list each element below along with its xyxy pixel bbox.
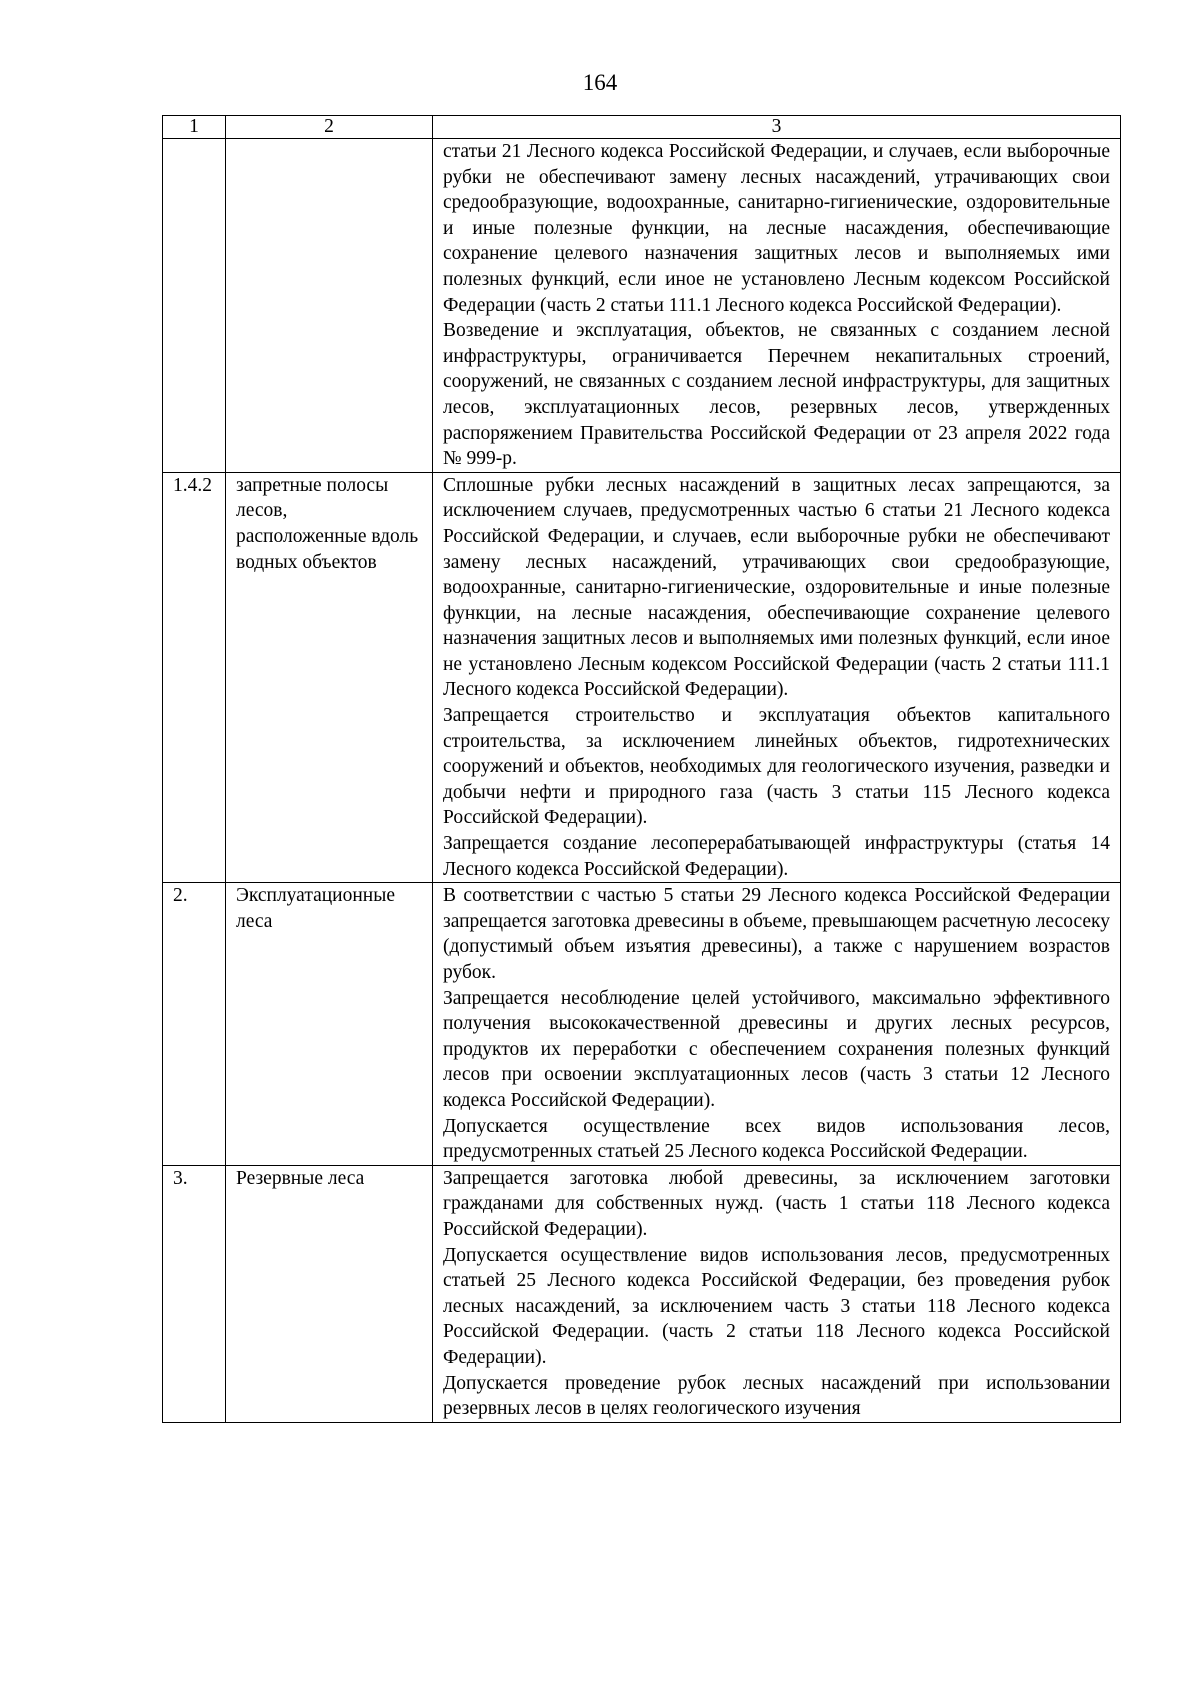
regulation-paragraph: Запрещается несоблюдение целей устойчивого, максимально эффективного получения высококачественной древесины и других лесных ресурсов, продуктов их переработки с обеспечением сохранения полезных функций лесов при освоении эксплуатационных лесов (часть 3 статьи 12 Лесного кодекса Российской Федерации). <box>443 987 1110 1111</box>
header-col-2: 2 <box>226 116 433 139</box>
forest-category: запретные полосы лесов, расположенные вдоль водных объектов <box>226 472 433 883</box>
regulation-paragraph: Сплошные рубки лесных насаждений в защитных лесах запрещаются, за исключением случаев, предусмотренных частью 6 статьи 21 Лесного кодекса Российской Федерации, и случаев, если выборочные рубки не обеспечивают замену лесных насаждений, утрачивающих свои средообразующие, водоохранные, санитарно-гигиенические, оздоровительные и иные полезные функции, на лесные насаждения, обеспечивающие сохранение целевого назначения защитных лесов и выполняемых ими полезных функций, если иное не установлено Лесным кодексом Российской Федерации (часть 2 статьи 111.1 Лесного кодекса Российской Федерации). <box>443 474 1110 701</box>
regulation-text <box>433 139 1121 473</box>
regulation-paragraph: Запрещается заготовка любой древесины, за исключением заготовки гражданами для собственных нужд. (часть 1 статьи 118 Лесного кодекса Российской Федерации). <box>443 1167 1110 1240</box>
regulation-paragraph: Допускается осуществление видов использования лесов, предусмотренных статьей 25 Лесного кодекса Российской Федерации, без проведения рубок лесных насаждений, за исключением часть 3 статьи 118 Лесного кодекса Российской Федерации. (часть 2 статьи 118 Лесного кодекса Российской Федерации). <box>443 1244 1110 1368</box>
table-row <box>163 472 1121 883</box>
row-number <box>163 139 226 473</box>
forest-category: Эксплуатационные леса <box>226 883 433 1166</box>
regulation-table <box>162 115 1121 1423</box>
regulation-paragraph: Допускается проведение рубок лесных насаждений при использовании резервных лесов в целях геологического изучения <box>443 1372 1110 1420</box>
table-header-row <box>163 116 1121 139</box>
row-number: 3. <box>163 1165 226 1422</box>
row-number: 1.4.2 <box>163 472 226 883</box>
row-number: 2. <box>163 883 226 1166</box>
table-row <box>163 1165 1121 1422</box>
regulation-paragraph: Допускается осуществление всех видов использования лесов, предусмотренных статьей 25 Лесного кодекса Российской Федерации. <box>443 1115 1110 1163</box>
header-col-1: 1 <box>163 116 226 139</box>
regulation-paragraph: Возведение и эксплуатация, объектов, не связанных с созданием лесной инфраструктуры, ограничивается Перечнем некапитальных строений, сооружений, не связанных с созданием лесной инфраструктуры, для защитных лесов, эксплуатационных лесов, резервных лесов, утвержденных распоряжением Правительства Российской Федерации от 23 апреля 2022 года № 999-р. <box>443 320 1110 470</box>
header-col-3: 3 <box>433 116 1121 139</box>
regulation-text <box>433 883 1121 1166</box>
regulation-paragraph: Запрещается создание лесоперерабатывающей инфраструктуры (статья 14 Лесного кодекса Российской Федерации). <box>443 833 1110 880</box>
regulation-paragraph: В соответствии с частью 5 статьи 29 Лесного кодекса Российской Федерации запрещается заготовка древесины в объеме, превышающем расчетную лесосеку (допустимый объем изъятия древесины), а также с нарушением возрастов рубок. <box>443 885 1110 983</box>
regulation-paragraph: Запрещается строительство и эксплуатация объектов капитального строительства, за исключением линейных объектов, гидротехнических сооружений и объектов, необходимых для геологического изучения, разведки и добычи нефти и природного газа (часть 3 статьи 115 Лесного кодекса Российской Федерации). <box>443 705 1110 829</box>
regulation-text <box>433 1165 1121 1422</box>
page-number: 164 <box>582 70 618 95</box>
regulation-paragraph: статьи 21 Лесного кодекса Российской Федерации, и случаев, если выборочные рубки не обеспечивают замену лесных насаждений, утрачивающих свои средообразующие, водоохранные, санитарно-гигиенические, оздоровительные и иные полезные функции, на лесные насаждения, обеспечивающие сохранение целевого назначения защитных лесов и выполняемых ими полезных функций, если иное не установлено Лесным кодексом Российской Федерации (часть 2 статьи 111.1 Лесного кодекса Российской Федерации). <box>443 141 1110 316</box>
table-row <box>163 883 1121 1166</box>
forest-category: Резервные леса <box>226 1165 433 1422</box>
forest-category <box>226 139 433 473</box>
regulation-text <box>433 472 1121 883</box>
table-row <box>163 139 1121 473</box>
